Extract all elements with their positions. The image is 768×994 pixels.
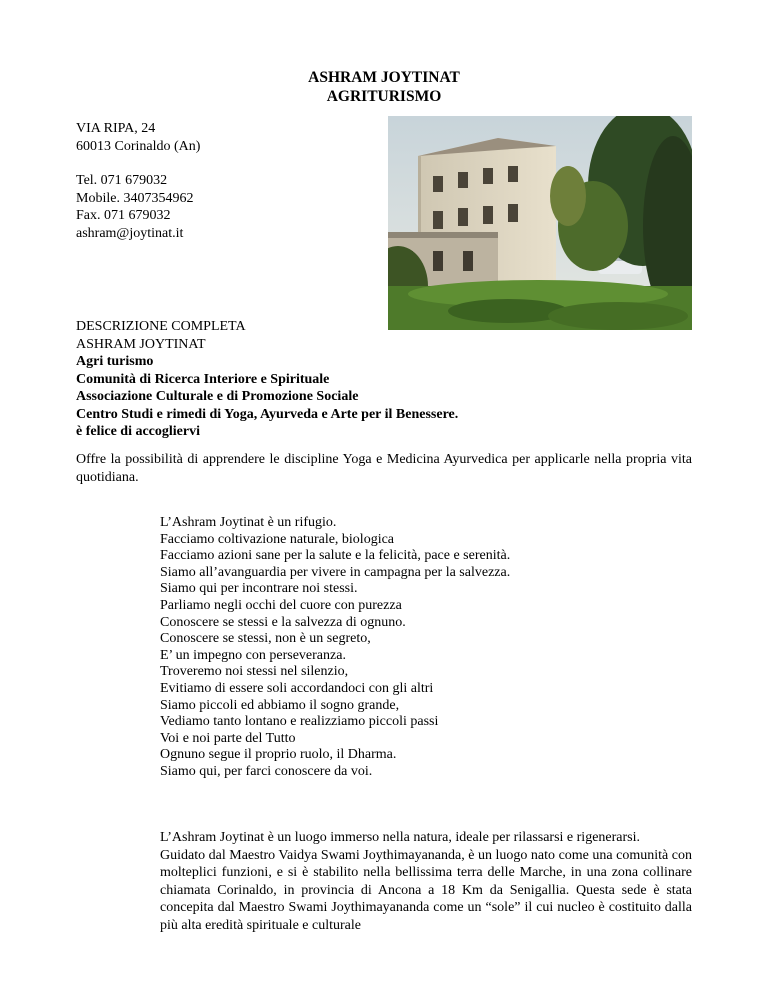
poem-line: Siamo qui per incontrare noi stessi.	[160, 581, 358, 597]
poem-line: Conoscere se stessi, non è un segreto,	[160, 631, 371, 647]
poem-block	[160, 515, 510, 781]
bold-line: Associazione Culturale e di Promozione Sociale	[76, 389, 359, 404]
poem-line: E’ un impegno con perseveranza.	[160, 647, 346, 663]
bold-line: Agri turismo	[76, 354, 154, 369]
poem-line: Facciamo coltivazione naturale, biologica	[160, 531, 395, 547]
address-city: 60013 Corinaldo (An)	[76, 138, 201, 154]
poem-line: Parliamo negli occhi del cuore con purezza	[160, 597, 402, 613]
building-photo	[388, 116, 692, 330]
page-title	[0, 68, 768, 106]
poem-line: Siamo piccoli ed abbiamo il sogno grande,	[160, 697, 400, 713]
phone: Tel. 071 679032	[76, 173, 168, 188]
building-photo-illustration	[388, 116, 692, 330]
description-subheading: ASHRAM JOYTINAT	[76, 336, 206, 352]
title-line-2: AGRITURISMO	[326, 88, 442, 105]
mobile: Mobile. 3407354962	[76, 190, 194, 206]
bold-line: Centro Studi e rimedi di Yoga, Ayurveda e Arte per il Benessere.	[76, 406, 459, 422]
poem-line: Siamo qui, per farci conoscere da voi.	[160, 763, 373, 779]
description-heading: DESCRIZIONE COMPLETA	[76, 319, 246, 334]
intro-paragraph: Offre la possibilità di apprendere le discipline Yoga e Medicina Ayurvedica per applicarle nella propria vita quotidiana.	[76, 452, 692, 485]
body-text	[160, 829, 692, 934]
poem-line: Voi e noi parte del Tutto	[160, 730, 296, 746]
poem-line: Ognuno segue il proprio ruolo, il Dharma.	[160, 747, 397, 763]
title-line-1: ASHRAM JOYTINAT	[308, 69, 460, 86]
poem-line: Troveremo noi stessi nel silenzio,	[160, 664, 349, 680]
fax: Fax. 071 679032	[76, 208, 171, 223]
poem-line: L’Ashram Joytinat è un rifugio.	[160, 515, 337, 530]
poem-line: Conoscere se stessi e la salvezza di ognuno.	[160, 614, 406, 630]
bold-line: Comunità di Ricerca Interiore e Spirituale	[76, 371, 330, 387]
email: ashram@joytinat.it	[76, 225, 184, 241]
bold-line: è felice di accogliervi	[76, 424, 200, 439]
description-block	[76, 318, 458, 441]
body-paragraph-2: Guidato dal Maestro Vaidya Swami Joythimayananda, è un luogo nato come una comunità con molteplici funzioni, e si è stabilito nella bellissima terra delle Marche, in una zona collinare chiamata Corinaldo, in provincia di Ancona a 18 Km da Senigallia. Questa sede è stata concepita dal Maestro Swami Joythimayananda come un “sole” il cui nucleo è costituito dalla più alta eredità spirituale e culturale	[160, 847, 692, 933]
poem-line: Evitiamo di essere soli accordandoci con gli altri	[160, 680, 434, 696]
poem-line: Vediamo tanto lontano e realizziamo piccoli passi	[160, 714, 439, 730]
poem-line: Facciamo azioni sane per la salute e la felicità, pace e serenità.	[160, 548, 511, 564]
address-street: VIA RIPA, 24	[76, 121, 156, 136]
body-paragraph-1: L’Ashram Joytinat è un luogo immerso nella natura, ideale per rilassarsi e rigenerarsi.	[160, 830, 640, 845]
poem-line: Siamo all’avanguardia per vivere in campagna per la salvezza.	[160, 564, 511, 580]
contact-block	[76, 120, 200, 242]
